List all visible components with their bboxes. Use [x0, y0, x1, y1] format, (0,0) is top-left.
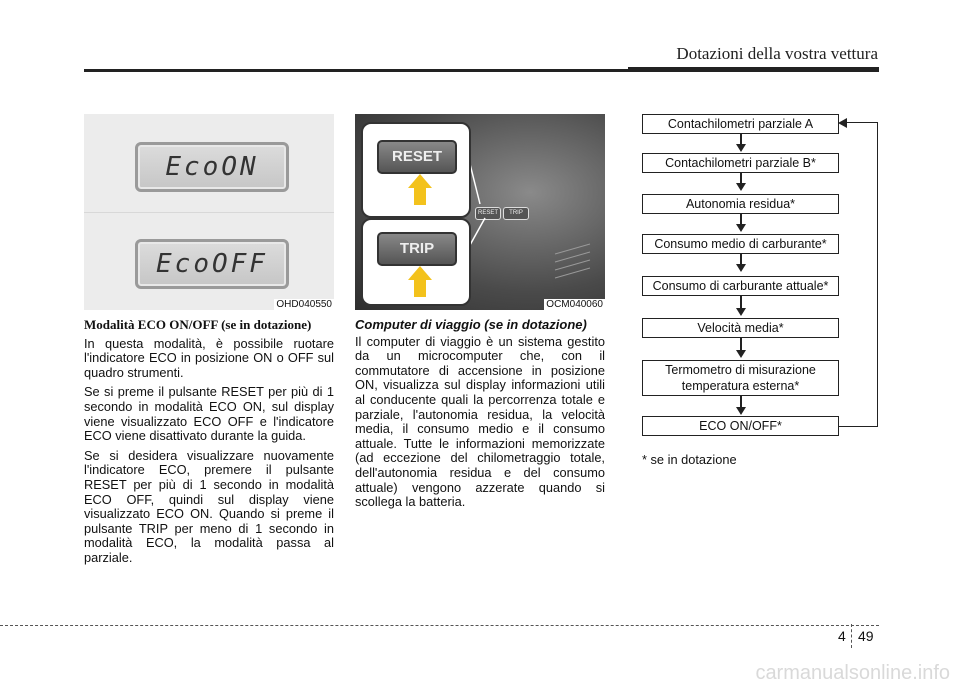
figure-label: OCM040060 — [546, 299, 603, 310]
lcd-eco-on — [135, 142, 289, 192]
flow-arrow-icon — [736, 264, 746, 272]
flowchart-box: Contachilometri parziale B* — [642, 153, 839, 173]
flowchart-box: Consumo medio di carburante* — [642, 234, 839, 254]
trip-callout — [361, 218, 471, 306]
arrow-up-icon — [408, 174, 432, 188]
eco-mode-section — [84, 318, 334, 571]
page-header-title: Dotazioni della vostra vettura — [676, 44, 878, 63]
footer-rule — [0, 625, 879, 626]
reset-button: RESET — [377, 140, 457, 174]
flow-arrow-icon — [736, 407, 746, 415]
figure-label: OHD040550 — [276, 299, 332, 310]
paragraph: Se si desidera visualizzare nuovamente l'indicatore ECO, premere il pulsante RESET per più di 1 secondo in modalità ECO OFF, quindi sul display viene visualizzato ECO ON. Quando si preme il pulsante TRIP per meno di 1 secondo in modalità ECO, la modalità passa al parziale. — [84, 447, 334, 565]
loop-line — [846, 122, 878, 123]
trip-computer-section — [355, 318, 605, 515]
lcd-eco-off — [135, 239, 289, 289]
lcd-eco-off-text: EcoOFF — [156, 249, 268, 279]
flowchart-box: Contachilometri parziale A — [642, 114, 839, 134]
mini-reset-button: RESET — [475, 207, 501, 220]
paragraph: In questa modalità, è possibile ruotare l'indicatore ECO in posizione ON o OFF sul quadro strumenti. — [84, 335, 334, 380]
flowchart-box: Termometro di misurazione temperatura esterna* — [642, 360, 839, 396]
lcd-eco-on-text: EcoON — [165, 152, 259, 182]
figure-divider — [84, 212, 334, 213]
arrow-shaft — [414, 187, 426, 205]
flow-arrow-icon — [736, 224, 746, 232]
header-rule-thick — [628, 67, 879, 72]
watermark: carmanualsonline.info — [755, 662, 950, 684]
loop-line — [877, 122, 878, 427]
arrow-up-icon — [408, 266, 432, 280]
section-heading: Modalità ECO ON/OFF (se in dotazione) — [84, 317, 312, 332]
footnote: * se in dotazione — [642, 452, 737, 467]
flowchart-box: Velocità media* — [642, 318, 839, 338]
arrow-shaft — [414, 279, 426, 297]
eco-display-figure — [84, 114, 334, 310]
section-heading: Computer di viaggio (se in dotazione) — [355, 317, 587, 332]
loop-arrow-icon — [838, 118, 847, 128]
chapter-number: 4 — [838, 628, 846, 644]
flowchart-box: ECO ON/OFF* — [642, 416, 839, 436]
reset-callout — [361, 122, 471, 218]
flow-arrow-icon — [736, 350, 746, 358]
flow-arrow-icon — [736, 183, 746, 191]
mini-trip-button: TRIP — [503, 207, 529, 220]
page-number: 49 — [858, 628, 874, 644]
paragraph: Se si preme il pulsante RESET per più di 1 secondo in modalità ECO ON, sul display viene visualizzato ECO OFF e l'indicatore ECO viene disattivato durante la guida. — [84, 384, 334, 444]
loop-line — [838, 426, 878, 427]
paragraph: Il computer di viaggio è un sistema gestito da un microcomputer che, con il commutatore di accensione in posizione ON, visualizza sul display informazioni utili al conducente quali la percorrenza totale e parziale, l'autonomia residua, la velocità media, il consumo medio e il consumo attuale. Tutte le informazioni memorizzate (ad eccezione del chilometraggio totale, dell'autonomia residua e del consumo attuale) vengono azzerate quando si scollega la batteria. — [355, 333, 605, 510]
trip-button: TRIP — [377, 232, 457, 266]
flow-arrow-icon — [736, 144, 746, 152]
flowchart-box: Consumo di carburante attuale* — [642, 276, 839, 296]
trip-computer-figure — [355, 114, 605, 310]
flow-arrow-icon — [736, 308, 746, 316]
flowchart-box: Autonomia residua* — [642, 194, 839, 214]
footer-divider — [851, 624, 853, 648]
